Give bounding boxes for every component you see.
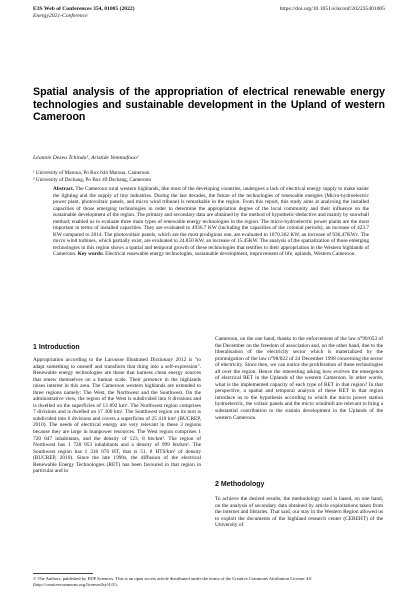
- keywords-text: Electrical renewable energy technologies, sustainable development, improvement of life, uplands, Western Cameroon.: [103, 251, 356, 257]
- footnote-divider: [33, 573, 93, 574]
- introduction-text: [33, 357, 201, 475]
- keywords-label: Key words:: [76, 251, 104, 257]
- abstract-text: The Cameroon rural western highlands, like most of the developing countries, undergoes a lack of electrical energy supply to make easier the lighting and the supply of tiny industries. During the last decades, the future of the technologies of renewable energies (Micro-hydroelectric power plant, photovoltaic panels, and micro wind tribune) is remarkable in the region. From this report, this study aims at analysing the installed capacities of those emerging technologies in order to determine the appropriation degree of the local community and their influence on the sustainable development of the region. The primary and secondary data are obtained by the method of hypothetic-deductive and mainly by snowball method; enabled us to evaluate three main types of renewable energy technologies in the region. The micro-hydroelectric power plants are the most important in terms of installed capacities. They are evaluated to 4936.7 KW (including the capacities of the colonial periods), an increase of 423.7 KW compared to 2014. The photovoltaic panels, which are the most prodigious one, are evaluated to 1070.362 KW, an increase of 936,47KWc. The micro wind turbines, which partially exist, are evaluated to 24.850 KW, an increase of 15.45KW. The analysis of the spatialization of those emerging technologies in this region shows a spatial and temporal growth of these technologies that testifies to their appropriation in the Western highlands of Cameroon.: [53, 186, 369, 257]
- methodology-text: [215, 496, 383, 529]
- running-header-left: [33, 6, 135, 20]
- conference-name: Energy2021-Conference: [33, 13, 88, 19]
- methodology-paragraph: To achieve the desired results, the methodology used is based, on one hand, on the analysis of secondary data obtained by article exploitations taken from the internet and libraries. That said, our stay in the Western Region allowed us to exploit the documents of the highland research center (CEREHT) of the University of: [215, 496, 383, 529]
- affiliation-1: ¹ University of Maroua, Po Box 644 Maroua, Cameroon: [33, 170, 150, 176]
- doi-link[interactable]: https://doi.org/10.1051/e3sconf/202235401005: [279, 6, 385, 12]
- introduction-continued-paragraph: Cameroon, on the one hand, thanks to the enforcement of the law n°90/053 of the December on the freedom of association and, on the other hand, due to the liberalisation of the electricity sector which is materialized by the promulgation of the law n°98/022 of 24 December 1998 concerning the sector of electricity. Since then, we can notice the proliferation of these technologies all over the region. Hence the interesting asking how evolves the emergence of electrical RET in the Uplands of the western Cameroon. In other words, what is the implemented capacity of each type of RET in that region? In that perspective, a spatial and temporal analysis of these RET in that region introduce us to the hypothesis according to which the micro power station hydroelectric, the voltaic panels and the micro windmill are relevant to bring a substantial contribution to the sustain development in the Uplands of the western Cameroon.: [215, 336, 383, 421]
- introduction-paragraph: Appropriation according to the Larousse Illustrated Dictionary 2012 is "to adapt something to oneself and transform that thing into a self-expression". Renewable energy technologies are those that harness clean energy sources that renew themselves on a human scale. Their presence in the highlands raises interest in this area. The Cameroon western highlands are extended to three regions namely: The West, the Northwest and the Southwest. On the administrative view, the region of the West is subdivided into 8 divisions and is dwelled on the superficies of 13 892 km². The Northwest region comprises 7 divisions and is dwelled on 17 300 km². The Southwest region on its turn is subdivided into 6 divisions and covers a superficies of 25 410 km² (BUCREP, 2010). The needs of electrical energy are very relevant in these 3 regions because they are large in manpower resources. The West region comprises 1 720 047 inhabitants, and the density of 123, 8 hts/km². The region of Northwest has 1 728 953 inhabitants and a density of 999 hts/km². The Southwest region has 1 316 070 HT, that is 51, 8 HTS/km² of density (BUCREP, 2010). Since the late 1990s, the diffusion of the electrical Renewable Energy Technologies (RET) has been favoured in that region in particular and in: [33, 357, 201, 475]
- paper-title: Spatial analysis of the appropriation of electrical renewable energy technologies and sustainable development in the Upland of western Cameroon: [33, 86, 385, 124]
- section-heading-methodology: 2 Methodology: [215, 481, 265, 488]
- right-column-text: [215, 336, 383, 421]
- journal-citation: E3S Web of Conferences 354, 01005 (2022): [33, 6, 135, 12]
- affiliation-2: ² University of Dschang, Po Box 49 Dschang, Cameroon: [33, 177, 151, 183]
- section-heading-introduction: 1 Introduction: [33, 344, 80, 351]
- license-footnote: © The Authors, published by EDP Sciences. This is an open access article distributed under the terms of the Creative Commons Attribution License 4.0 (http://creativecommons.org/licenses/by/4.0/).: [33, 576, 312, 587]
- author-list: Léonnie Dezeu Tchinda¹, Aristide Yemmafouo²: [33, 155, 139, 161]
- abstract-label: Abstract.: [53, 186, 75, 192]
- abstract-block: [53, 186, 369, 258]
